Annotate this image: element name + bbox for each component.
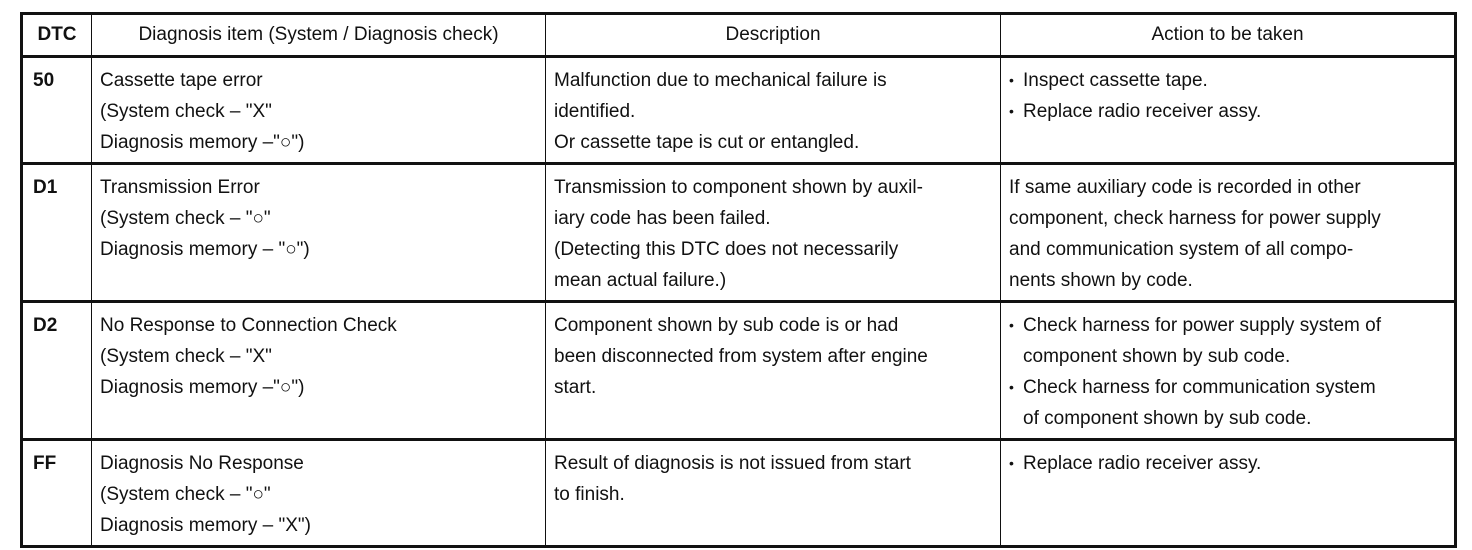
diagnosis-item-line: (System check – "○" [100, 484, 271, 505]
diagnosis-item-line: Cassette tape error [100, 70, 263, 91]
description-cell [546, 302, 1001, 440]
diagnosis-item-line: (System check – "X" [100, 101, 272, 122]
action-bullet: • Inspect cassette tape. [1009, 65, 1446, 96]
description-cell [546, 164, 1001, 302]
description-cell [546, 57, 1001, 164]
description-line: start. [554, 377, 597, 398]
action-bullet-line: of component shown by sub code. [1023, 408, 1312, 429]
dtc-table [20, 12, 1457, 548]
dtc-code: D2 [22, 302, 92, 440]
description-line: (Detecting this DTC does not necessarily [554, 239, 899, 260]
dtc-code: D1 [22, 164, 92, 302]
header-diagnosis-item: Diagnosis item (System / Diagnosis check) [92, 14, 546, 57]
action-bullet-line: component shown by sub code. [1023, 346, 1291, 367]
action-line: If same auxiliary code is recorded in other [1009, 177, 1361, 198]
diagnosis-item-line: Transmission Error [100, 177, 260, 198]
description-line: been disconnected from system after engine [554, 346, 928, 367]
description-line: to finish. [554, 484, 625, 505]
table-header-row [22, 14, 1456, 57]
dtc-table-sheet [20, 12, 1454, 548]
dtc-code: FF [22, 440, 92, 547]
action-bullet-line: • Check harness for power supply system of [1023, 315, 1381, 336]
description-line: identified. [554, 101, 636, 122]
header-action: Action to be taken [1001, 14, 1456, 57]
action-cell [1001, 302, 1456, 440]
table-row [22, 164, 1456, 302]
action-cell [1001, 164, 1456, 302]
description-line: Transmission to component shown by auxil- [554, 177, 923, 198]
diagnosis-item-line: Diagnosis memory – "X") [100, 515, 311, 536]
action-bullet: • Replace radio receiver assy. [1009, 96, 1446, 127]
action-bullet-list [1009, 65, 1446, 127]
description-cell [546, 440, 1001, 547]
diagnosis-item-line: No Response to Connection Check [100, 315, 397, 336]
description-line: Result of diagnosis is not issued from start [554, 453, 911, 474]
action-line: component, check harness for power supply [1009, 208, 1381, 229]
header-dtc: DTC [22, 14, 92, 57]
action-line: and communication system of all compo- [1009, 239, 1354, 260]
diagnosis-item-cell [92, 164, 546, 302]
action-cell [1001, 440, 1456, 547]
action-bullet-list [1009, 448, 1446, 479]
diagnosis-item-line: (System check – "X" [100, 346, 272, 367]
dtc-code: 50 [22, 57, 92, 164]
description-line: mean actual failure.) [554, 270, 727, 291]
diagnosis-item-line: Diagnosis memory –"○") [100, 377, 305, 398]
action-bullet-line: • Check harness for communication system [1023, 377, 1376, 398]
description-line: Or cassette tape is cut or entangled. [554, 132, 860, 153]
diagnosis-item-cell [92, 302, 546, 440]
diagnosis-item-line: (System check – "○" [100, 208, 271, 229]
diagnosis-item-cell [92, 57, 546, 164]
table-row [22, 57, 1456, 164]
diagnosis-item-line: Diagnosis memory –"○") [100, 132, 305, 153]
action-cell [1001, 57, 1456, 164]
description-line: Malfunction due to mechanical failure is [554, 70, 887, 91]
action-bullet [1009, 310, 1446, 372]
table-row [22, 440, 1456, 547]
diagnosis-item-line: Diagnosis memory – "○") [100, 239, 310, 260]
action-bullet: • Replace radio receiver assy. [1009, 448, 1446, 479]
table-row [22, 302, 1456, 440]
header-description: Description [546, 14, 1001, 57]
action-bullet-list [1009, 310, 1446, 434]
diagnosis-item-line: Diagnosis No Response [100, 453, 304, 474]
diagnosis-item-cell [92, 440, 546, 547]
description-line: iary code has been failed. [554, 208, 771, 229]
description-line: Component shown by sub code is or had [554, 315, 899, 336]
action-line: nents shown by code. [1009, 270, 1193, 291]
action-bullet [1009, 372, 1446, 434]
